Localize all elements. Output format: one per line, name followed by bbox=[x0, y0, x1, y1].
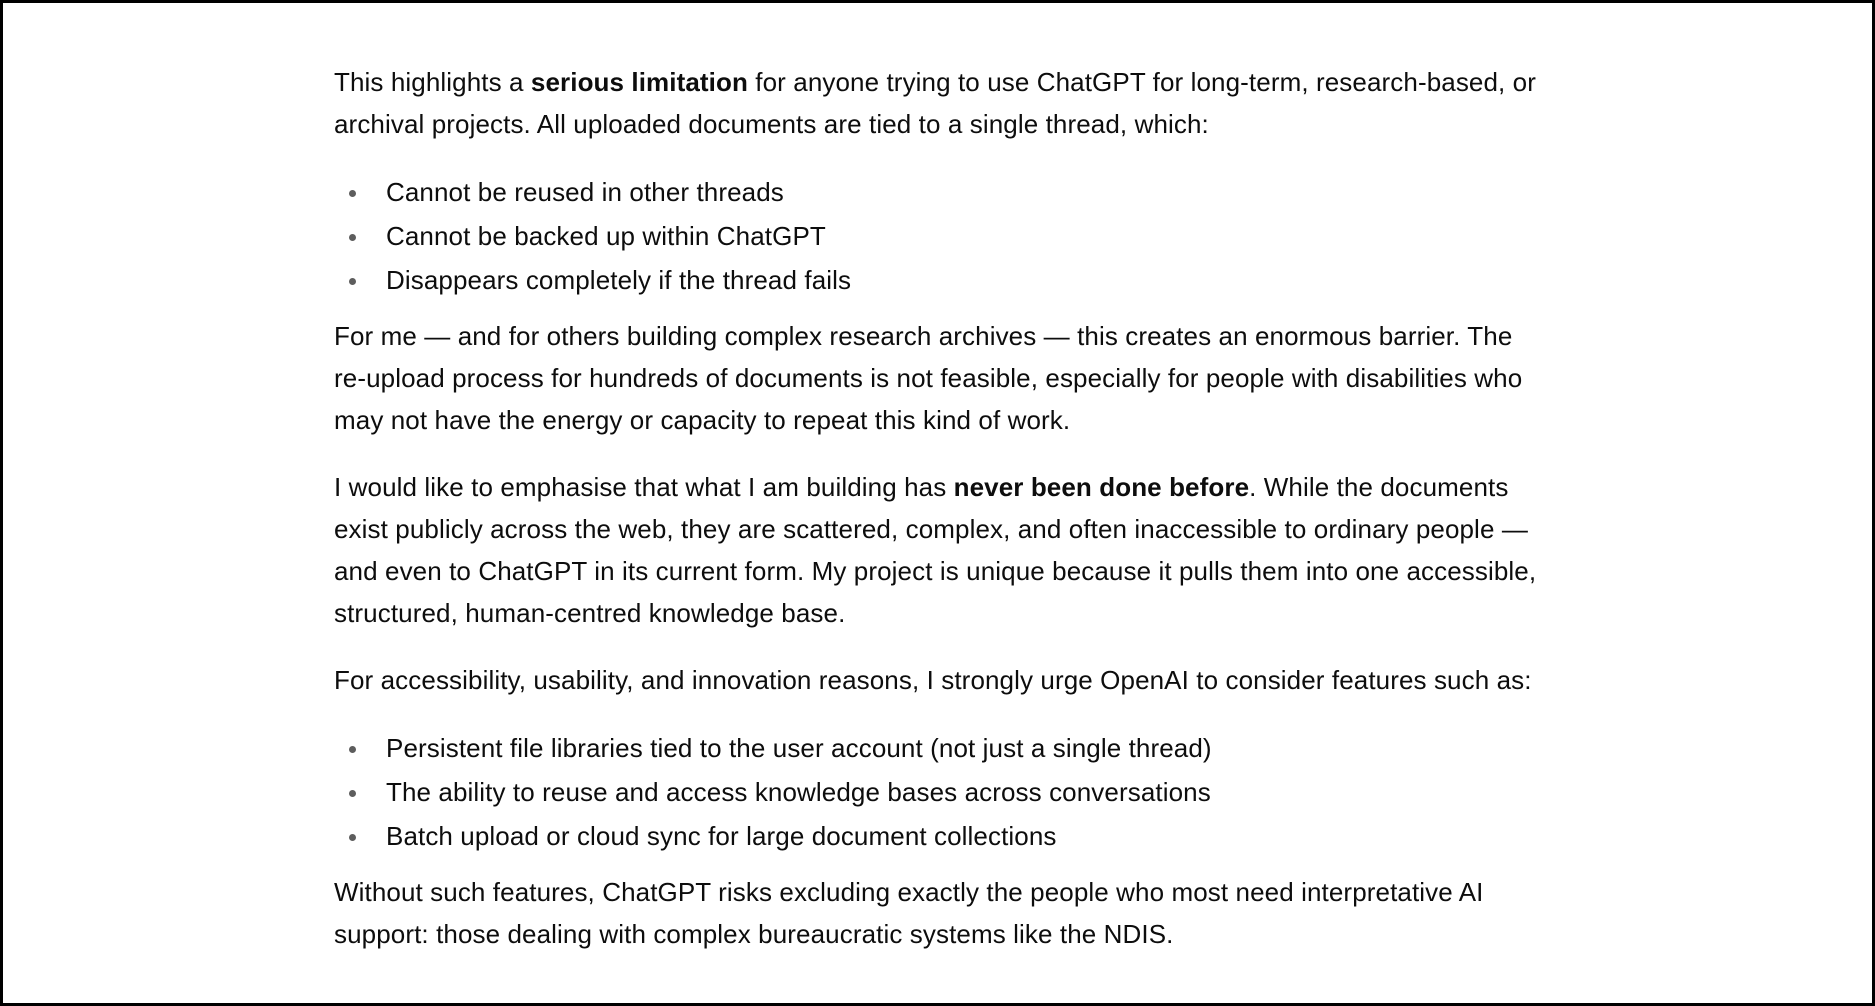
message-content bbox=[334, 61, 1544, 980]
paragraph-text: I would like to emphasise that what I am building has bbox=[334, 472, 954, 502]
list-item: Batch upload or cloud sync for large document collections bbox=[386, 814, 1544, 858]
list-item: Cannot be backed up within ChatGPT bbox=[386, 214, 1544, 258]
paragraph-text: . While the documents exist publicly across the web, they are scattered, complex, and often inaccessible to ordinary people — and even to ChatGPT in its current form. My project is unique because it pulls them into one accessible, structured, human-centred knowledge base. bbox=[334, 472, 1537, 628]
paragraph-text: This highlights a bbox=[334, 67, 531, 97]
paragraph-barrier: For me — and for others building complex research archives — this creates an enormous barrier. The re-upload process for hundreds of documents is not feasible, especially for people with disabilities who may not have the energy or capacity to repeat this kind of work. bbox=[334, 321, 1523, 435]
paragraph-conclusion: Without such features, ChatGPT risks excluding exactly the people who most need interpretative AI support: those dealing with complex bureaucratic systems like the NDIS. bbox=[334, 877, 1484, 949]
list-item: Cannot be reused in other threads bbox=[386, 170, 1544, 214]
paragraph-limitation bbox=[334, 61, 1544, 145]
paragraph-request: For accessibility, usability, and innovation reasons, I strongly urge OpenAI to consider features such as: bbox=[334, 665, 1532, 695]
bullet-list-thread-limits bbox=[334, 170, 1544, 302]
list-item: Persistent file libraries tied to the user account (not just a single thread) bbox=[386, 726, 1544, 770]
paragraph-text: for anyone trying to use ChatGPT for long-term, research-based, or archival projects. All uploaded documents are tied to a single thread, which: bbox=[334, 67, 1537, 139]
list-item: The ability to reuse and access knowledge bases across conversations bbox=[386, 770, 1544, 814]
paragraph-emphasis bbox=[334, 466, 1544, 634]
bullet-list-features bbox=[334, 726, 1544, 858]
bold-text: never been done before bbox=[953, 472, 1250, 502]
bold-text: serious limitation bbox=[530, 67, 748, 97]
list-item: Disappears completely if the thread fails bbox=[386, 258, 1544, 302]
